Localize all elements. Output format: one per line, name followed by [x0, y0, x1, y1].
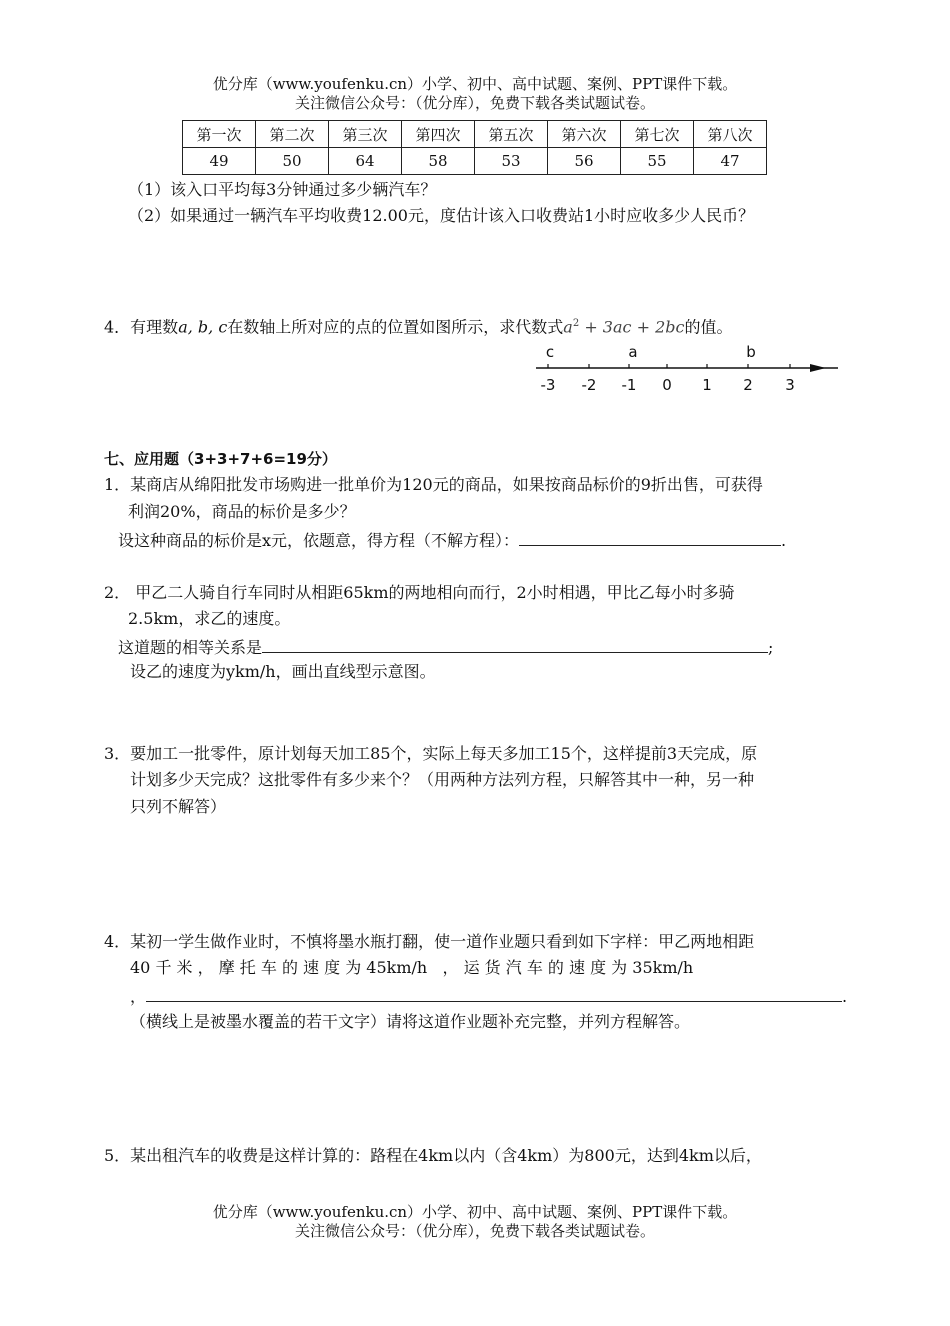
table-header-cell: 第七次 [621, 121, 694, 148]
p1-end: . [781, 531, 787, 550]
q4-suffix: 的值。 [684, 317, 733, 337]
p2-prompt: 这道题的相等关系是 [118, 638, 263, 657]
tick-label: -2 [581, 376, 597, 394]
p3-line1: 3．要加工一批零件，原计划每天加工85个，实际上每天多加工15个，这样提前3天完成，原 [104, 744, 758, 763]
table-header-cell: 第四次 [402, 121, 475, 148]
q4-prefix: 4．有理数 [104, 317, 179, 337]
q4-mid: 在数轴上所对应的点的位置如图所示，求代数式 [227, 317, 564, 337]
point-label-a: a [628, 343, 638, 361]
number-line-figure [530, 338, 850, 398]
section-7-title: 七、应用题（3+3+7+6=19分） [104, 450, 337, 468]
tick-label: 2 [743, 376, 753, 394]
footer-line-1: 优分库（www.youfenku.cn）小学、初中、高中试题、案例、PPT课件下载。 [212, 1203, 738, 1221]
p4-line1: 4．某初一学生做作业时，不慎将墨水瓶打翻，使一道作业题只看到如下字样：甲乙两地相距 [104, 932, 755, 951]
p2-line3 [118, 636, 773, 658]
p1-line2: 利润20%，商品的标价是多少？ [128, 502, 356, 521]
tick-label: -1 [621, 376, 637, 394]
p4-line4: （横线上是被墨水覆盖的若干文字）请将这道作业题补充完整，并列方程解答。 [130, 1012, 691, 1031]
p2-answer-blank[interactable] [262, 636, 768, 653]
p2-line1: 2． 甲乙二人骑自行车同时从相距65km的两地相向而行，2小时相遇，甲比乙每小时多骑 [104, 583, 735, 602]
table-header-cell: 第二次 [256, 121, 329, 148]
table-header-cell: 第六次 [548, 121, 621, 148]
p3-line2: 计划多少天完成？这批零件有多少来个？（用两种方法列方程，只解答其中一种，另一种 [130, 770, 755, 789]
p2-end: ; [768, 638, 774, 657]
table-value-cell: 58 [402, 148, 475, 175]
q4-expr-rest: + 3ac + 2bc [584, 317, 685, 337]
arrow-right-icon [810, 364, 826, 372]
p1-prompt: 设这种商品的标价是x元，依题意，得方程（不解方程）： [118, 531, 520, 550]
p1-line1: 1．某商店从绵阳批发市场购进一批单价为120元的商品，如果按商品标价的9折出售，可获得 [104, 475, 763, 494]
q4-vars: a, b, c [178, 317, 228, 337]
p4-comma: ， [130, 987, 147, 1006]
table-value-cell: 49 [183, 148, 256, 175]
table-header-cell: 第八次 [694, 121, 767, 148]
table-header-cell: 第三次 [329, 121, 402, 148]
header-line-1: 优分库（www.youfenku.cn）小学、初中、高中试题、案例、PPT课件下载。 [212, 75, 738, 93]
tick-label: 3 [785, 376, 795, 394]
traffic-table [182, 120, 767, 175]
table-value-cell: 50 [256, 148, 329, 175]
header-line-2: 关注微信公众号：（优分库），免费下载各类试题试卷。 [294, 94, 655, 112]
table-value-row [183, 148, 767, 175]
footer-line-2: 关注微信公众号：（优分库），免费下载各类试题试卷。 [294, 1222, 655, 1240]
q4-expr-exp: 2 [572, 318, 580, 329]
table-header-cell: 第五次 [475, 121, 548, 148]
table-header-row [183, 121, 767, 148]
point-label-b: b [746, 343, 756, 361]
p1-answer-blank[interactable] [519, 529, 781, 546]
p4-end: . [842, 987, 848, 1006]
q4-text [104, 314, 732, 337]
point-label-c: c [545, 343, 555, 361]
q4-expr-a: a [563, 317, 573, 337]
p2-line2: 2.5km，求乙的速度。 [128, 609, 291, 628]
table-value-cell: 47 [694, 148, 767, 175]
p4-answer-blank[interactable] [146, 985, 842, 1002]
p4-line2: 40 千 米 ， 摩 托 车 的 速 度 为 45km/h ， 运 货 汽 车 的 速 度 为 35km/h [130, 958, 694, 977]
p2-line4: 设乙的速度为ykm/h，画出直线型示意图。 [130, 662, 436, 681]
p3-line3: 只列不解答） [130, 797, 227, 816]
p1-line3 [118, 529, 786, 551]
table-value-cell: 55 [621, 148, 694, 175]
p4-line3 [130, 985, 847, 1007]
tick-label: 0 [662, 376, 672, 394]
tick-label: -3 [540, 376, 556, 394]
p5-line1: 5．某出租汽车的收费是这样计算的：路程在4km以内（含4km）为800元，达到4km以后， [104, 1146, 762, 1165]
table-value-cell: 53 [475, 148, 548, 175]
table-value-cell: 64 [329, 148, 402, 175]
table-header-cell: 第一次 [183, 121, 256, 148]
q3-sub2: （2）如果通过一辆汽车平均收费12.00元，度估计该入口收费站1小时应收多少人民币？ [128, 206, 755, 225]
q3-sub1: （1）该入口平均每3分钟通过多少辆汽车？ [128, 180, 437, 199]
tick-label: 1 [702, 376, 712, 394]
table-value-cell: 56 [548, 148, 621, 175]
